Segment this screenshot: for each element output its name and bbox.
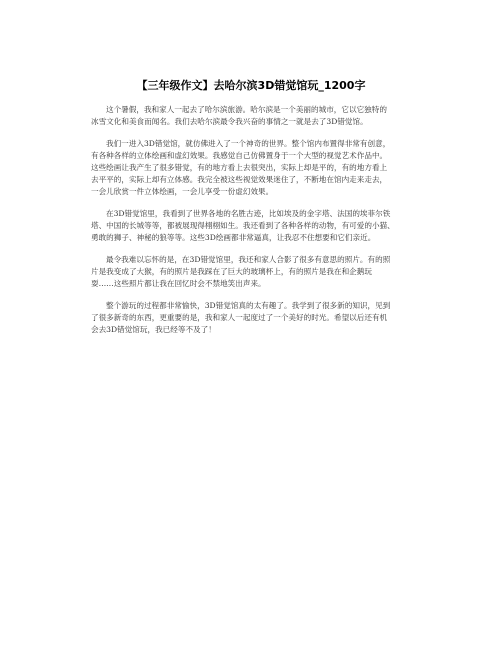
paragraph-line: 耍……这些照片都让我在回忆时会不禁地笑出声来。 bbox=[91, 279, 266, 288]
paragraph-line: 一会儿欣赏一件立体绘画，一会儿享受一份虚幻效果。 bbox=[91, 187, 274, 196]
paragraph-line: 最令我难以忘怀的是，在3D错觉馆里，我还和家人合影了很多有意思的照片。有的照 bbox=[106, 255, 391, 264]
paragraph-line: 了很多新奇的东西，更重要的是，我和家人一起度过了一个美好的时光。希望以后还有机 bbox=[91, 313, 388, 322]
paragraph-line: 片是我变成了大猴，有的照片是我踩在了巨大的玻璃杯上，有的照片是我在和企鹅玩 bbox=[91, 267, 372, 276]
paragraph-line: 塔、中国的长城等等，都被展现得栩栩如生。我还看到了各种各样的动物，有可爱的小猫、 bbox=[91, 221, 395, 230]
paragraph-line: 在3D错觉馆里，我看到了世界各地的名胜古迹，比如埃及的金字塔、法国的埃菲尔铁 bbox=[106, 209, 391, 218]
paragraph-1 bbox=[91, 104, 409, 128]
paragraph-line: 我们一进入3D错觉馆，就仿佛进入了一个神奇的世界。整个馆内布置得非常有创意， bbox=[106, 139, 391, 148]
document-body bbox=[91, 104, 409, 346]
paragraph-2 bbox=[91, 138, 409, 198]
paragraph-line: 整个游玩的过程都非常愉快，3D错觉馆真的太有趣了。我学到了很多新的知识，见到 bbox=[106, 301, 391, 310]
paragraph-5 bbox=[91, 300, 409, 336]
paragraph-line: 勇敢的狮子、神秘的狼等等。这些3D绘画都非常逼真，让我忍不住想要和它们亲近。 bbox=[91, 233, 376, 242]
paragraph-line: 冰雪文化和美食而闻名。我们去哈尔滨最令我兴奋的事情之一就是去了3D错觉馆。 bbox=[91, 117, 368, 126]
paragraph-line: 这个暑假，我和家人一起去了哈尔滨旅游。哈尔滨是一个美丽的城市，它以它独特的 bbox=[106, 105, 387, 114]
paragraph-line: 这些绘画让我产生了很多错觉，有的地方看上去很突出，实际上却是平的，有的地方看上 bbox=[91, 163, 388, 172]
paragraph-4 bbox=[91, 254, 409, 290]
paragraph-line: 有各种各样的立体绘画和虚幻效果。我感觉自己仿佛置身于一个大型的视觉艺术作品中。 bbox=[91, 151, 388, 160]
paragraph-line: 会去3D错觉馆玩，我已经等不及了！ bbox=[91, 325, 216, 334]
paragraph-3 bbox=[91, 208, 409, 244]
document-title: 【三年级作文】去哈尔滨3D错觉馆玩_1200字 bbox=[136, 79, 366, 92]
paragraph-line: 去平平的，实际上却有立体感。我完全被这些视觉效果迷住了，不断地在馆内走来走去， bbox=[91, 175, 388, 184]
